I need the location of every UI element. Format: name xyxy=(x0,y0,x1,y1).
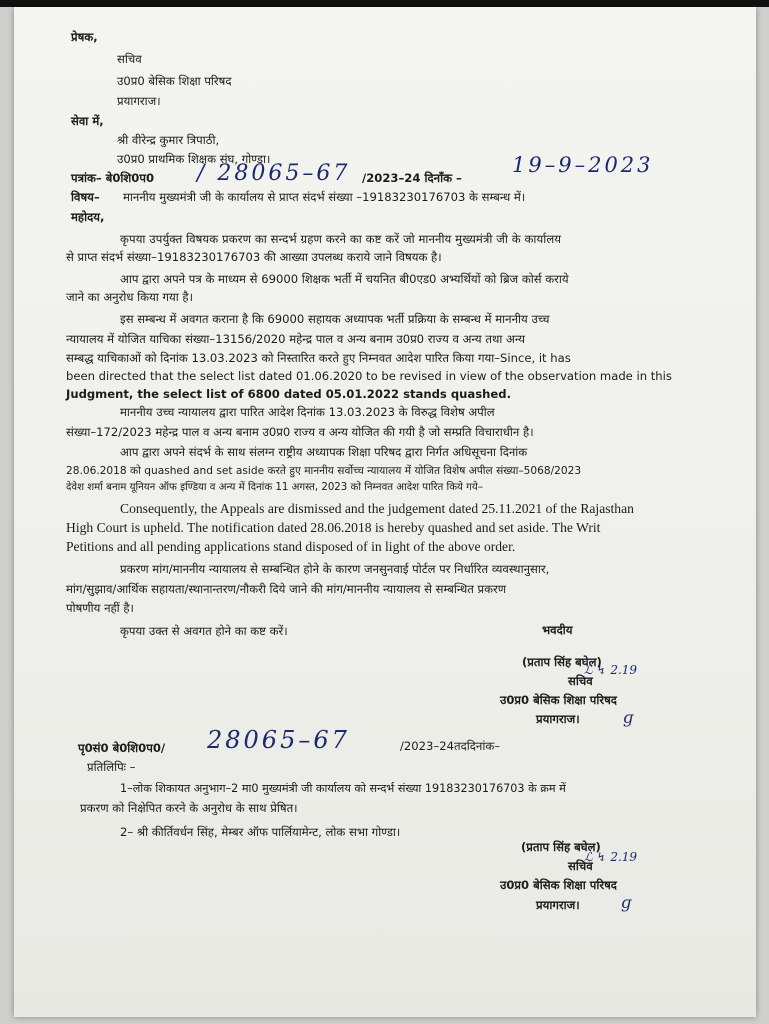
signatory-designation-copy: सचिव xyxy=(568,859,593,873)
endorsement-year-date: /2023–24तददिनांक– xyxy=(400,739,501,753)
body-line: आप द्वारा अपने संदर्भ के साथ संलग्न राष्ट्रीय अध्यापक शिक्षा परिषद द्वारा निर्गत अधिसूचना दिनांक xyxy=(120,445,528,459)
sender-label: प्रेषक, xyxy=(71,30,98,44)
copy-item: प्रकरण को निक्षेपित करने के अनुरोध के साथ प्रेषित। xyxy=(80,801,298,815)
body-line: न्यायालय में योजित याचिका संख्या–13156/2020 महेन्द्र पाल व अन्य बनाम उ0प्र0 राज्य व अन्य तथा अन्य xyxy=(66,332,526,346)
endorsement-prefix: पृ0सं0 बे0शि0प0/ xyxy=(78,741,166,755)
copy-item: 2– श्री कीर्तिवर्धन सिंह, मेम्बर ऑफ पार्लियामेन्ट, लोक सभा गोण्डा। xyxy=(120,825,401,839)
body-line: मांग/सुझाव/आर्थिक सहायता/स्थानान्तरण/नौकरी दिये जाने की मांग/माननीय न्यायालय से सम्बन्धित प्रकरण xyxy=(66,582,507,596)
body-line: High Court is upheld. The notification dated 28.06.2018 is hereby quashed and set aside. The Writ xyxy=(66,520,601,535)
signatory-office-copy: उ0प्र0 बेसिक शिक्षा परिषद xyxy=(500,878,617,892)
handwritten-signature: ℒ ↯ 2.19 xyxy=(584,663,638,677)
signatory-city: प्रयागराज। xyxy=(536,712,580,726)
salutation: महोदय, xyxy=(71,210,105,224)
endorsement-number-handwritten: 28065–67 xyxy=(207,726,350,754)
body-line: 28.06.2018 को quashed and set aside करते हुए माननीय सर्वोच्च न्यायालय में योजित विशेष अपील संख्या–5068/2023 xyxy=(66,465,582,477)
body-line: प्रकरण मांग/माननीय न्यायालय से सम्बन्धित होने के कारण जनसुनवाई पोर्टल पर निर्धारित व्यवस्थानुसार, xyxy=(120,562,550,576)
subject-label: विषय– xyxy=(71,190,100,204)
initials-mark-copy: ɡ xyxy=(621,893,632,912)
body-line: देवेश शर्मा बनाम यूनियन ऑफ इण्डिया व अन्य में दिनांक 11 अगस्त, 2023 को निम्नवत आदेश पारित किये गये– xyxy=(66,482,483,493)
body-line: Consequently, the Appeals are dismissed and the judgement dated 25.11.2021 of the Rajasthan xyxy=(120,501,634,516)
body-line: आप द्वारा अपने पत्र के माध्यम से 69000 शिक्षक भर्ती में चयनित बी0एड0 अभ्यर्थियों को ब्रिज कोर्स कराये xyxy=(120,272,569,286)
signatory-city-copy: प्रयागराज। xyxy=(536,898,580,912)
sender-office: उ0प्र0 बेसिक शिक्षा परिषद xyxy=(117,74,232,88)
handwritten-signature-copy: ℒ ↯ 2.19 xyxy=(584,850,638,864)
body-line: जाने का अनुरोध किया गया है। xyxy=(66,290,193,304)
body-line: Petitions and all pending applications stand disposed of in light of the above order. xyxy=(66,539,516,554)
body-line: Judgment, the select list of 6800 dated 05.01.2022 stands quashed. xyxy=(66,387,511,401)
body-line: कृपया उपर्युक्त विषयक प्रकरण का सन्दर्भ ग्रहण करने का कष्ट करें जो माननीय मुख्यमंत्री जी के कार्यालय xyxy=(120,232,562,246)
letter-number-handwritten: / 28065–67 xyxy=(197,161,351,186)
copy-item: 1–लोक शिकायत अनुभाग–2 मा0 मुख्यमंत्री जी कार्यालय को सन्दर्भ संख्या 19183230176703 के क्रम में xyxy=(120,782,566,795)
body-line: सम्बद्ध याचिकाओं को दिनांक 13.03.2023 को निस्तारित करते हुए निम्नवत आदेश पारित किया गया–Since, it has xyxy=(66,351,571,365)
image-top-border xyxy=(0,0,769,7)
body-line: संख्या–172/2023 महेन्द्र पाल व अन्य बनाम उ0प्र0 राज्य व अन्य योजित की गयी है जो सम्प्रति विचाराधीन है। xyxy=(66,425,534,439)
initials-mark: ɡ xyxy=(623,708,634,727)
signatory-name-copy: (प्रताप सिंह बघेल) xyxy=(521,840,601,854)
recipient-label: सेवा में, xyxy=(71,114,104,128)
body-line: इस सम्बन्ध में अवगत कराना है कि 69000 सहायक अध्यापक भर्ती प्रक्रिया के सम्बन्ध में माननीय उच्च xyxy=(120,312,550,326)
subject-text: माननीय मुख्यमंत्री जी के कार्यालय से प्राप्त संदर्भ संख्या –19183230176703 के सम्बन्ध में। xyxy=(123,190,526,204)
letter-page xyxy=(14,7,756,1017)
recipient-name: श्री वीरेन्द्र कुमार त्रिपाठी, xyxy=(117,133,220,147)
signatory-name: (प्रताप सिंह बघेल) xyxy=(522,655,602,669)
letter-number-prefix: पत्रांक– बे0शि0प0 xyxy=(71,171,155,185)
body-line: माननीय उच्च न्यायालय द्वारा पारित आदेश दिनांक 13.03.2023 के विरुद्ध विशेष अपील xyxy=(120,405,495,419)
body-line: पोषणीय नहीं है। xyxy=(66,601,134,615)
sender-designation: सचिव xyxy=(117,52,142,66)
recipient-org: उ0प्र0 प्राथमिक शिक्षक संघ, गोण्डा। xyxy=(117,152,271,166)
signatory-designation: सचिव xyxy=(568,674,593,688)
letter-date-handwritten: 19–9–2023 xyxy=(512,153,654,177)
body-line: से प्राप्त संदर्भ संख्या–19183230176703 की आख्या उपलब्ध कराये जाने विषयक है। xyxy=(66,250,442,264)
copy-label: प्रतिलिपिः – xyxy=(87,760,136,774)
body-line: been directed that the select list dated 01.06.2020 to be revised in view of the observation made in this xyxy=(66,369,672,383)
closing: भवदीय xyxy=(542,623,573,637)
letter-year-date-label: /2023–24 दिनाँक – xyxy=(362,171,462,185)
sender-city: प्रयागराज। xyxy=(117,94,161,108)
body-line: कृपया उक्त से अवगत होने का कष्ट करें। xyxy=(120,624,288,638)
signatory-office: उ0प्र0 बेसिक शिक्षा परिषद xyxy=(500,693,617,707)
